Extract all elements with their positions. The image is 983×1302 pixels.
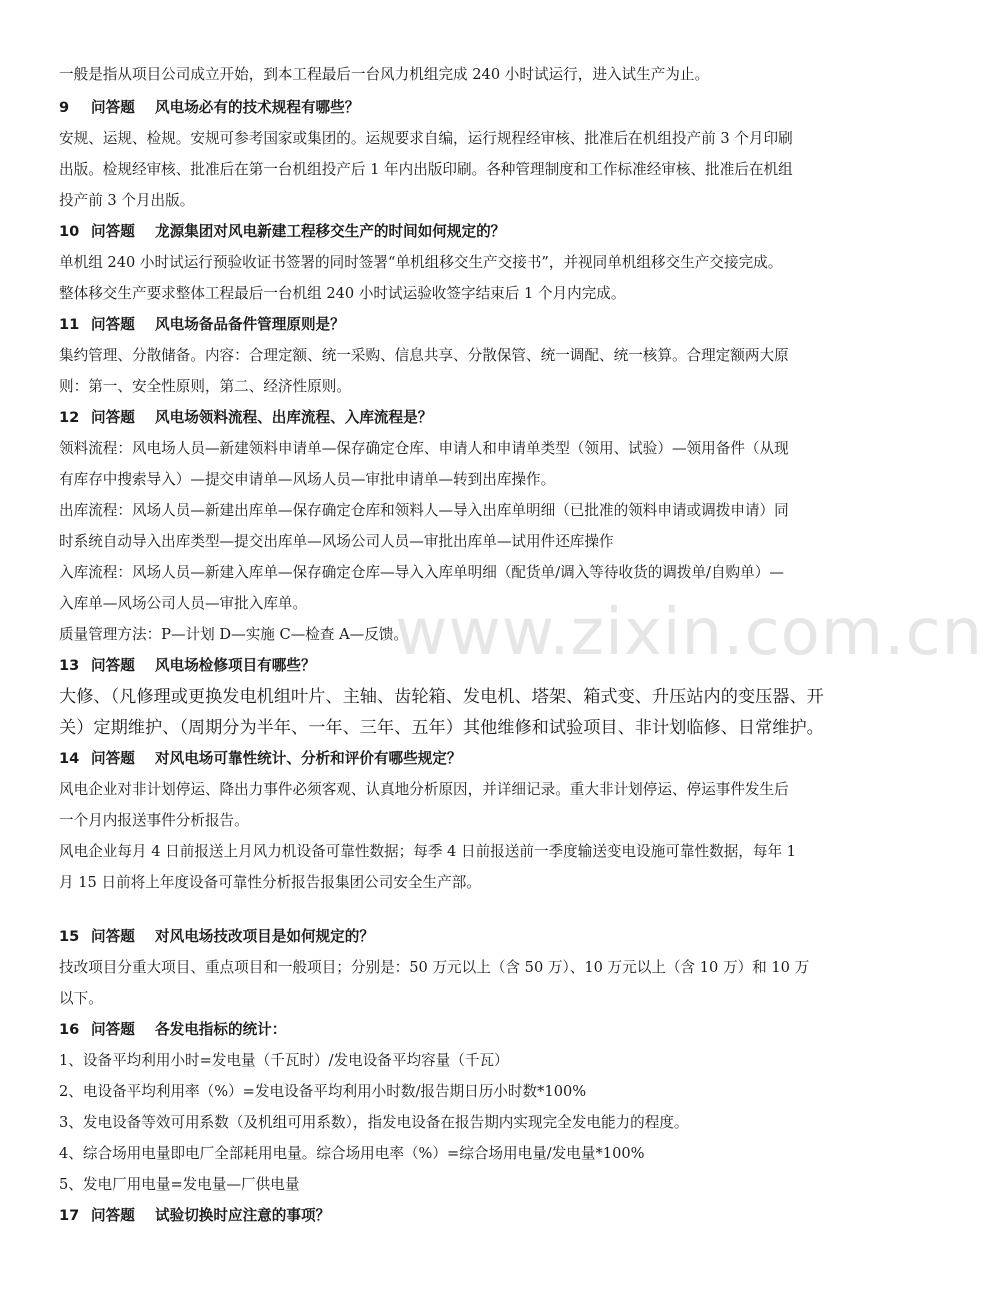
question-type: 问答题	[91, 409, 135, 426]
answer-line: 有库存中搜索导入）—提交申请单—风场人员—审批申请单—转到出库操作。	[59, 471, 556, 488]
answer-line: 以下。	[59, 990, 103, 1007]
answer-line: 单机组 240 小时试运行预验收证书签署的同时签署“单机组移交生产交接书”，并视同单机组移交生产交接完成。	[59, 254, 783, 271]
answer-line: 2、电设备平均利用率（%）=发电设备平均利用小时数/报告期日历小时数*100%	[59, 1083, 587, 1100]
question-type: 问答题	[91, 750, 135, 767]
question-number: 10	[59, 223, 80, 240]
question-type: 问答题	[91, 928, 135, 945]
question-type: 问答题	[91, 1021, 135, 1038]
question-title: 龙源集团对风电新建工程移交生产的时间如何规定的？	[155, 223, 506, 240]
question-title: 试验切换时应注意的事项？	[155, 1207, 331, 1224]
answer-line: 安规、运规、检规。安规可参考国家或集团的。运规要求自编，运行规程经审核、批准后在机组投产前 3 个月印刷	[59, 130, 793, 147]
question-title: 对风电场技改项目是如何规定的？	[155, 928, 374, 945]
answer-line: 4、综合场用电量即电厂全部耗用电量。综合场用电率（%）=综合场用电量/发电量*100%	[59, 1145, 645, 1162]
question-heading	[59, 1020, 286, 1040]
question-title: 风电场检修项目有哪些？	[155, 657, 316, 674]
question-heading	[59, 749, 461, 769]
answer-line: 集约管理、分散储备。内容：合理定额、统一采购、信息共享、分散保管、统一调配、统一核算。合理定额两大原	[59, 347, 789, 364]
answer-line: 整体移交生产要求整体工程最后一台机组 240 小时试运验收签字结束后 1 个月内完成。	[59, 285, 626, 302]
question-number: 11	[59, 316, 80, 333]
question-type: 问答题	[91, 1207, 135, 1224]
question-heading	[59, 315, 345, 335]
question-number: 14	[59, 750, 80, 767]
answer-line: 5、发电厂用电量=发电量—厂供电量	[59, 1176, 300, 1193]
question-number: 17	[59, 1207, 80, 1224]
answer-line: 一个月内报送事件分析报告。	[59, 812, 249, 829]
question-title: 风电场领料流程、出库流程、入库流程是？	[155, 409, 433, 426]
question-heading	[59, 1206, 330, 1226]
answer-line: 出版。检规经审核、批准后在第一台机组投产后 1 年内出版印刷。各种管理制度和工作标准经审核、批准后在机组	[59, 161, 793, 178]
answer-line: 领料流程：风电场人员—新建领料申请单—保存确定仓库、申请人和申请单类型（领用、试验）—领用备件（从现	[59, 440, 789, 457]
question-title: 风电场备品备件管理原则是？	[155, 316, 345, 333]
question-number: 12	[59, 409, 80, 426]
question-number: 16	[59, 1021, 80, 1038]
answer-line: 出库流程：风场人员—新建出库单—保存确定仓库和领料人—导入出库单明细（已批准的领料申请或调拨申请）同	[59, 502, 789, 519]
question-heading	[59, 98, 359, 118]
answer-line: 则：第一、安全性原则，第二、经济性原则。	[59, 378, 351, 395]
question-number: 9	[59, 99, 70, 116]
question-type: 问答题	[91, 657, 135, 674]
answer-line: 时系统自动导入出库类型—提交出库单—风场公司人员—审批出库单—试用件还库操作	[59, 533, 614, 550]
answer-line: 投产前 3 个月出版。	[59, 192, 195, 209]
question-type: 问答题	[91, 99, 135, 116]
question-heading	[59, 656, 316, 676]
answer-line: 入库流程：风场人员—新建入库单—保存确定仓库—导入入库单明细（配货单/调入等待收货的调拨单/自购单）—	[59, 564, 784, 581]
answer-line: 关）定期维护、（周期分为半年、一年、三年、五年）其他维修和试验项目、非计划临修、日常维护。	[59, 718, 824, 738]
question-title: 风电场必有的技术规程有哪些？	[155, 99, 360, 116]
question-number: 15	[59, 928, 80, 945]
answer-line: 大修、（凡修理或更换发电机组叶片、主轴、齿轮箱、发电机、塔架、箱式变、升压站内的变压器、开	[59, 687, 824, 707]
question-type: 问答题	[91, 223, 135, 240]
answer-line: 1、设备平均利用小时=发电量（千瓦时）/发电设备平均容量（千瓦）	[59, 1052, 509, 1069]
answer-line: 风电企业每月 4 日前报送上月风力机设备可靠性数据；每季 4 日前报送前一季度输送变电设施可靠性数据，每年 1	[59, 843, 796, 860]
answer-line: 3、发电设备等效可用系数（及机组可用系数），指发电设备在报告期内实现完全发电能力的程度。	[59, 1114, 689, 1131]
question-title: 各发电指标的统计：	[155, 1021, 287, 1038]
answer-line: 月 15 日前将上年度设备可靠性分析报告报集团公司安全生产部。	[59, 874, 481, 891]
question-heading	[59, 927, 374, 947]
answer-line: 质量管理方法：P—计划 D—实施 C—检查 A—反馈。	[59, 626, 409, 643]
question-type: 问答题	[91, 316, 135, 333]
question-heading	[59, 222, 505, 242]
question-heading	[59, 408, 432, 428]
watermark: www.zixin.com.cn	[395, 596, 983, 670]
answer-line: 技改项目分重大项目、重点项目和一般项目；分别是：50 万元以上（含 50 万）、10 万元以上（含 10 万）和 10 万	[59, 959, 810, 976]
answer-line: 风电企业对非计划停运、降出力事件必须客观、认真地分析原因，并详细记录。重大非计划停运、停运事件发生后	[59, 781, 789, 798]
answer-line: 入库单—风场公司人员—审批入库单。	[59, 595, 308, 612]
answer-line: 一般是指从项目公司成立开始，到本工程最后一台风力机组完成 240 小时试运行，进入试生产为止。	[59, 66, 710, 83]
question-title: 对风电场可靠性统计、分析和评价有哪些规定？	[155, 750, 462, 767]
question-number: 13	[59, 657, 80, 674]
